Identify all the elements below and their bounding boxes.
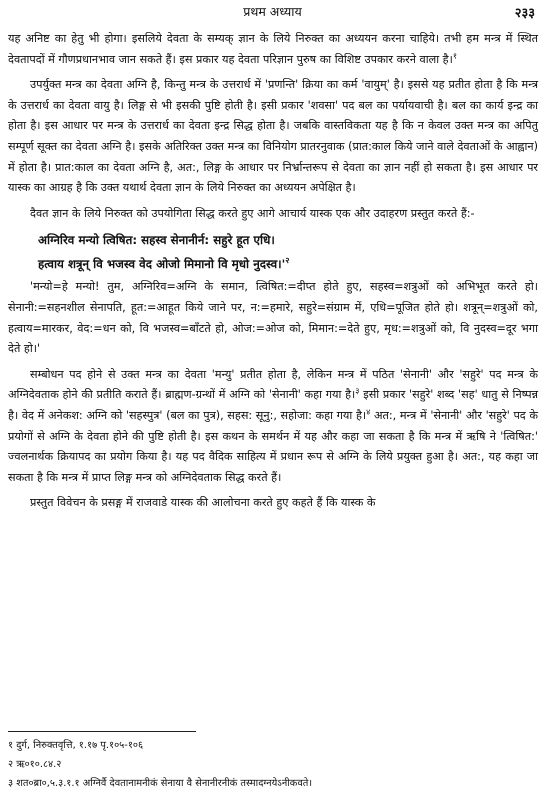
footnote: १ दुर्ग, निरुक्तवृत्ति, १.१७ पृ.१०५-१०६ <box>8 740 144 751</box>
page-number: २३३ <box>514 6 535 21</box>
paragraph-text: इसी प्रकार 'सहुरे' शब्द 'सह' धातु से निष्पन्न है। वेद में अनेकश: अग्नि को 'सहस्पुत्र' (बल का पुत्र), सहस: सूनु:, सहोजा: कहा गया है। <box>8 388 538 422</box>
footnote-marker: ४ <box>366 407 371 417</box>
footnote-marker: २ <box>285 256 290 266</box>
verse-line: अग्निरिव मन्यो त्विषित: सहस्व सेनानीर्न: सहुरे हूत एधि। <box>38 233 275 248</box>
paragraph: उपर्युक्त मन्त्र का देवता अग्नि है, किन्तु मन्त्र के उत्तरार्ध में 'प्रणन्ति' क्रिया का कर्म 'वायुम्' है। इससे यह प्रतीत होता है कि मन्त्र के उत्तरार्ध का देवता वायु है। लिङ्ग से भी इसकी पुष्टि होती है। इसी प्रकार 'शवसा' पद बल का पर्यायवाची है। बल का कार्य इन्द्र का होता है। इस आधार पर मन्त्र के उत्तरार्ध का देवता इन्द्र सिद्ध होता है। जबकि वास्तविकता यह है कि न केवल उक्त मन्त्र का अपितु सम्पूर्ण सूक्त का देवता अग्नि है। इसके अतिरिक्त उक्त मन्त्र का विनियोग प्रातरनुवाक (प्रात:काल किये जाने वाले देवताओं के आह्वान) में होता है। प्रात:काल का देवता अग्नि है, अत:, लिङ्ग के आधार पर निर्भ्रान्तरूप से देवता का ज्ञान नहीं हो सकता है। इस आधार पर यास्क का आग्रह है कि उक्त यथार्थ देवता ज्ञान के लिये निरुक्त का अध्ययन अपेक्षित है। <box>8 78 538 195</box>
body-text <box>8 29 538 519</box>
paragraph-text: यह अनिष्ट का हेतु भी होगा। इसलिये देवता के सम्यक् ज्ञान के लिये निरुक्त का अध्ययन करना चाहिये। तभी हम मन्त्र में स्थित देवतापदों में गौणप्रधानभाव जान सकते हैं। इस प्रकार यह देवता परिज्ञान पुरुष का विशिष्ट उपकार करने वाला है। <box>8 32 538 66</box>
footnote-marker: १ <box>452 50 458 60</box>
footnote-divider <box>8 731 196 732</box>
footnote: २ ऋ०१०.८४.२ <box>8 759 62 770</box>
paragraph: दैवत ज्ञान के लिये निरुक्त को उपयोगिता सिद्ध करते हुए आगे आचार्य यास्क एक और उदाहरण प्रस्तुत करते हैं:- <box>30 206 475 220</box>
page-header <box>0 3 545 23</box>
footnote-marker: ३ <box>355 386 360 396</box>
paragraph-text: अत:, मन्त्र में 'सेनानी' और 'सहुरे' पद के प्रयोगों से अग्नि के देवता होने की पुष्टि होती है। इस कथन के समर्थन में यह और कहा जा सकता है कि मन्त्र में ऋषि ने 'त्विषित:' ज्वलनार्थक क्रियापद का प्रयोग किया है। यह पद वैदिक साहित्य में प्रधान रूप से अग्नि के लिये प्रयुक्त हुआ है। अत:, यह कहा जा सकता है कि मन्त्र में प्राप्त लिङ्ग मन्त्र को अग्निदेवताक सिद्ध करते हैं। <box>8 408 538 484</box>
verse-text: हत्वाय शत्रून् वि भजस्व वेद ओजो मिमानो वि मृधो नुदस्व।' <box>38 257 286 272</box>
footnote: ३ शत०ब्रा०,५.३.१.१ अग्निर्वै देवतानामनीकं सेनाया वै सेनानीरनीकं तस्मादग्नयेऽनीकवते। <box>8 778 313 789</box>
paragraph <box>8 365 538 489</box>
verse-line <box>8 253 538 275</box>
running-head: प्रथम अध्याय <box>243 4 302 19</box>
paragraph: प्रस्तुत विवेचन के प्रसङ्ग में राजवाडे यास्क की आलोचना करते हुए कहते हैं कि यास्क के <box>30 496 376 510</box>
footnotes <box>8 736 538 793</box>
paragraph <box>8 29 538 70</box>
paragraph-text: सम्बोधन पद होने से उक्त मन्त्र का देवता 'मन्यु' प्रतीत होता है, लेकिन मन्त्र में पठित 'सेनानी' और 'सहुरे' पद मन्त्र के अग्निदेवताक होने की प्रतीति कराते हैं। ब्राह्मण-ग्रन्थों में अग्नि को 'सेनानी' कहा गया है। <box>8 367 538 402</box>
paragraph: 'मन्यो=हे मन्यो! तुम, अग्निरिव=अग्नि के समान, त्विषित:=दीप्त होते हुए, सहस्व=शत्रुओं को अभिभूत करते हो। सेनानी:=सहनशील सेनापति, हूत:=आहूत किये जाने पर, न:=हमारे, सहुरे=संग्राम में, एधि=पूजित होते हो। शत्रून्=शत्रुओं को, हत्वाय=मारकर, वेद:=धन को, वि भजस्व=बाँटते हो, ओज:=ओज को, मिमान:=देते हुए, मृध:=शत्रुओं को, वि नुदस्व=दूर भगा देते हो।' <box>8 280 538 356</box>
